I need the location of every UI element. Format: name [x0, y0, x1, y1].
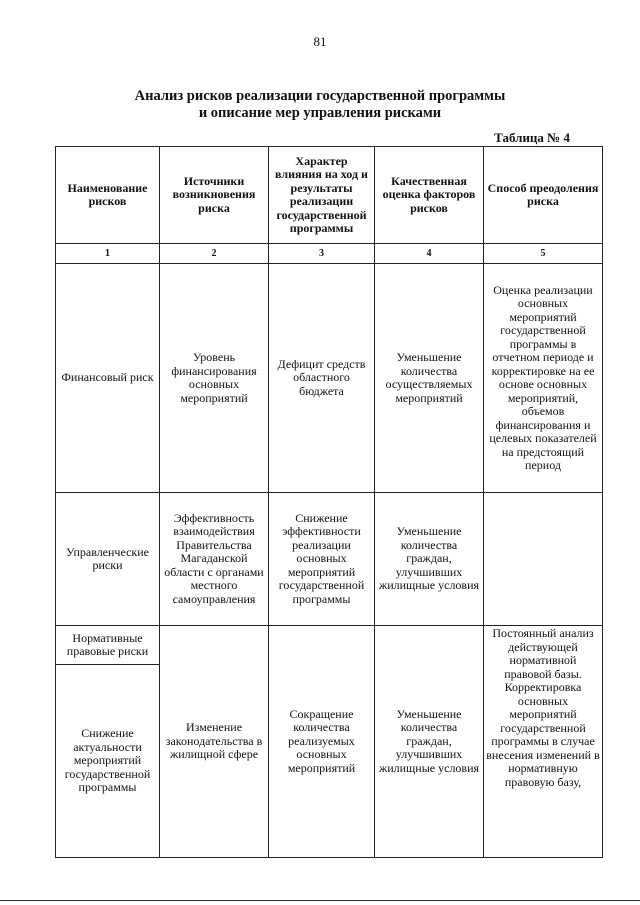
column-number-row	[56, 244, 603, 264]
risk-mitigation-managerial	[484, 493, 603, 626]
risk-name-financial: Финансовый риск	[56, 264, 160, 493]
page-number: 81	[313, 34, 327, 49]
title-line-1: Анализ рисков реализации государственной программы	[134, 88, 506, 104]
column-number: 1	[56, 244, 160, 264]
risk-impact-managerial: Снижение эффективности реализации основных мероприятий государственной программы	[269, 493, 375, 626]
table-row-financial	[56, 264, 603, 493]
page-bottom-edge	[0, 900, 640, 901]
risk-assessment-financial: Уменьшение количества осуществляемых мероприятий	[375, 264, 484, 493]
column-number: 4	[375, 244, 484, 264]
table-row-regulatory	[56, 626, 603, 665]
risk-assessment-managerial: Уменьшение количества граждан, улучшивших жилищные условия	[375, 493, 484, 626]
header-risk-source: Источники возникновения риска	[160, 147, 269, 244]
risk-source-regulatory: Изменение законодательства в жилищной сфере	[160, 626, 269, 858]
header-assessment: Качественная оценка факторов рисков	[375, 147, 484, 244]
risk-name-relevance: Снижение актуальности мероприятий государственной программы	[56, 665, 160, 858]
page-title	[0, 88, 640, 122]
risk-impact-financial: Дефицит средств областного бюджета	[269, 264, 375, 493]
column-number: 5	[484, 244, 603, 264]
risk-table	[55, 146, 603, 858]
table-row-managerial	[56, 493, 603, 626]
risk-source-managerial: Эффективность взаимодействия Правительства Магаданской области с органами местного самоуправления	[160, 493, 269, 626]
header-mitigation: Способ преодоления риска	[484, 147, 603, 244]
risk-mitigation-regulatory: Постоянный анализ действующей нормативной правовой базы. Корректировка основных мероприятий государственной программы в случае внесения изменений в нормативную правовую базу,	[484, 626, 603, 858]
risk-assessment-regulatory: Уменьшение количества граждан, улучшивших жилищные условия	[375, 626, 484, 858]
header-risk-name: Наименование рисков	[56, 147, 160, 244]
column-number: 2	[160, 244, 269, 264]
table-caption: Таблица № 4	[494, 130, 570, 145]
title-line-2: и описание мер управления рисками	[198, 105, 442, 121]
risk-name-managerial: Управленческие риски	[56, 493, 160, 626]
header-impact: Характер влияния на ход и результаты реализации государственной программы	[269, 147, 375, 244]
risk-name-regulatory: Нормативные правовые риски	[56, 626, 160, 665]
risk-mitigation-financial: Оценка реализации основных мероприятий государственной программы в отчетном периоде и корректировке на ее основе основных мероприятий, объемов финансирования и целевых показателей на предстоящий период	[484, 264, 603, 493]
header-row	[56, 147, 603, 244]
risk-impact-regulatory: Сокращение количества реализуемых основных мероприятий	[269, 626, 375, 858]
risk-source-financial: Уровень финансирования основных мероприятий	[160, 264, 269, 493]
column-number: 3	[269, 244, 375, 264]
